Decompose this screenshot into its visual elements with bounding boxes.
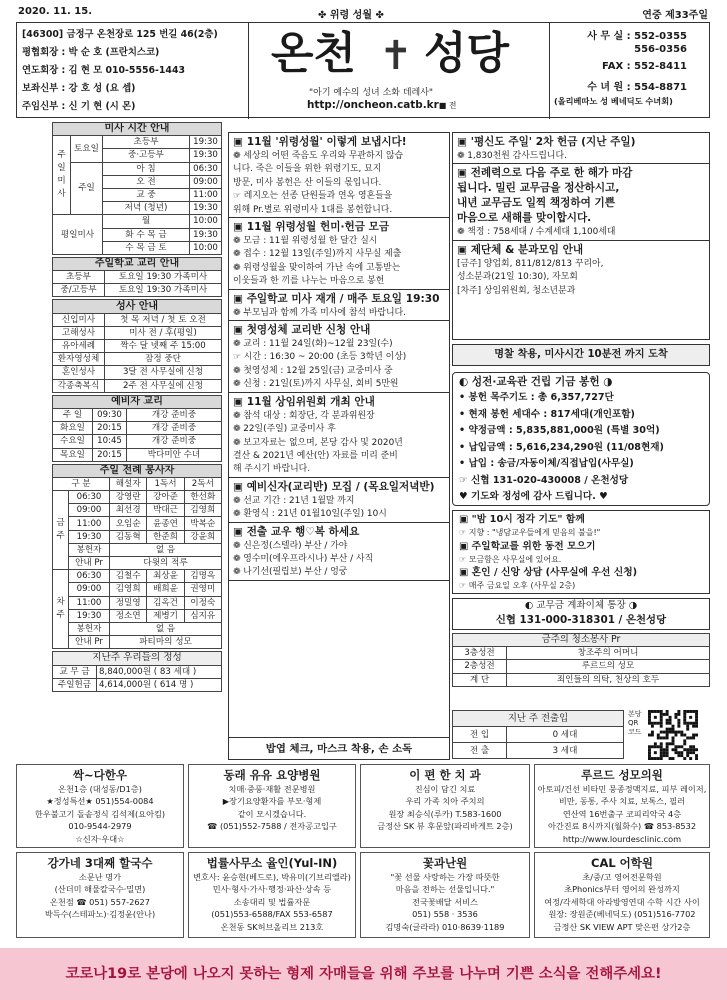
- notice-title: ▣ '평신도 주일' 2차 헌금 (지난 주일): [457, 136, 636, 148]
- servers-cell: 안내 Pr: [69, 636, 110, 649]
- servers-week-label: 차 주: [53, 570, 69, 649]
- hygiene-note: 밥엽 체크, 마스크 착용, 손 소독: [229, 737, 449, 759]
- sacrament-cell: 짝수 달 넷째 주 15:00: [105, 340, 222, 353]
- ad-line: 김명숙(글라라) 010·8639·1189: [385, 921, 505, 932]
- servers-cell: 김동혁: [110, 530, 147, 543]
- notice-title: ▣ 11월 상임위원회 개최 안내: [233, 395, 375, 408]
- servers-cell: 한선화: [184, 491, 221, 504]
- info-line: 평협회장 : 박 순 호 (프란치스코): [22, 47, 160, 58]
- ad-title: 이 편 한 치 과: [409, 768, 481, 782]
- finance-title: 지난주 우리들의 정성: [53, 652, 222, 665]
- mass-name: 화 수 목 금: [103, 228, 190, 241]
- ad-line: 051) 558 · 3536: [412, 909, 478, 920]
- servers-cell: 배희윤: [147, 583, 184, 596]
- ad-line: 원장: 장원준(베네딕도) (051)516-7702: [548, 909, 696, 920]
- sacrament-cell: 신입미사: [53, 313, 105, 326]
- catechism-cell: 개강 준비중: [127, 435, 222, 448]
- info-line: [46300] 금정구 온천장로 125 번길 46(2층): [22, 29, 218, 40]
- notice-article: [453, 241, 709, 298]
- banner-text: 코로나19로 본당에 나오지 못하는 형제 자매들을 위해 주보를 나누며 기쁜 소식을 전해주세요!: [65, 966, 662, 982]
- building-title: ◐ 성전·교육관 건립 기금 봉헌 ◑: [459, 376, 613, 388]
- ad-line: 아토피/건선 비타민 뭉종정맥지료, 피부 레이저,: [537, 784, 707, 794]
- cleaning-cell: 계 단: [453, 673, 507, 686]
- advertisement[interactable]: [16, 852, 184, 938]
- servers-head: 구 분: [53, 477, 110, 490]
- servers-cell: 11:00: [69, 596, 110, 609]
- ad-title: CAL 어학원: [591, 856, 653, 870]
- mass-time: 10:00: [190, 215, 222, 228]
- contact-convent: 수 녀 원 : 554-8871: [587, 82, 687, 93]
- account-title: ◐ 교무금 계좌이체 통장 ◑: [524, 600, 638, 611]
- mass-sub: 주일: [71, 162, 103, 215]
- notice-title: ▣ 주일학교 미사 재개 / 매주 토요일 19:30: [233, 292, 440, 305]
- mass-name: 수 목 금 토: [103, 241, 190, 254]
- catechism-cell: 박다미안 수녀: [127, 448, 222, 461]
- servers-head: 2독서: [184, 477, 221, 490]
- ad-line: 박득수(스테파노)·김정윤(안나): [44, 909, 156, 920]
- catechism-cell: 주 일: [53, 408, 93, 421]
- ad-line: http://www.lourdesclinic.com: [562, 833, 682, 844]
- catechism-cell: 화요일: [53, 422, 93, 435]
- notice-article: [229, 478, 449, 523]
- catechism-table: [52, 395, 222, 462]
- ad-line: 우리 가족 치아 주치의: [405, 796, 485, 807]
- finance-cell: 교 무 금: [53, 665, 97, 678]
- notice-title: ▣ 전례력으로 다음 주로 한 해가 마감: [457, 167, 633, 180]
- event-line: ▣ "밤 10시 정각 기도" 함께: [459, 514, 585, 525]
- bottom-banner: [0, 948, 727, 1000]
- mass-name: 오 전: [103, 175, 190, 188]
- notice-line: 성소분과(21일 10:30), 자모회: [457, 272, 578, 283]
- servers-cell: 정소연: [110, 609, 147, 622]
- servers-cell: 한준희: [147, 530, 184, 543]
- ad-title: 루르드 성모의원: [581, 768, 663, 782]
- sacrament-cell: 환자영성체: [53, 353, 105, 366]
- advertisement[interactable]: [16, 764, 184, 848]
- building-line: • 봉헌 목주기도 : 총 6,357,727단: [459, 392, 614, 403]
- ad-line: 010-9544-2979: [68, 821, 132, 832]
- finance-cell: 8,840,000원 ( 83 세대 ): [97, 665, 222, 678]
- school-title: 주일학교 교리 안내: [53, 257, 222, 270]
- servers-cell: 김영희: [110, 583, 147, 596]
- ad-title: 강가네 3대째 할국수: [47, 856, 153, 870]
- motto: "아기 예수의 성녀 소화 데레사": [309, 88, 434, 98]
- ad-line: 온천동 SK허브올리브 213호: [220, 921, 324, 932]
- cleaning-title: 금주의 청소봉사 Pr: [453, 634, 710, 647]
- ad-line: 원장 최승식(루카) T.583-1600: [388, 808, 502, 819]
- parish-info: [17, 23, 249, 119]
- notice-title: ▣ 첫영성체 교리반 신청 안내: [233, 324, 371, 337]
- catechism-cell: 09:30: [93, 408, 127, 421]
- servers-cell: 권영미: [184, 583, 221, 596]
- building-line: • 현재 봉헌 세대수 : 817세대(개인포함): [459, 408, 635, 420]
- event-line: ☞ 매주 금요일 오후 (사무실 2층): [459, 581, 576, 590]
- mass-schedule-table: [52, 122, 222, 255]
- top-line: [18, 6, 708, 20]
- notice-article: [453, 133, 709, 164]
- ad-line: 소송대리 및 법률자문: [233, 896, 311, 907]
- finance-cell: 주일헌금: [53, 678, 97, 691]
- mass-name: 저녁 (청년): [103, 202, 190, 215]
- ad-line: 금정산 SK VIEW APT 맞은편 상가2층: [553, 921, 691, 932]
- middle-column: [228, 132, 450, 760]
- ad-title: 법률사무소 율인(Yul-IN): [206, 856, 338, 870]
- building-line: • 약정금액 : 5,835,881,000원 (특별 30억): [459, 425, 660, 436]
- info-line: 주임신부 : 신 기 현 (시 몬): [22, 101, 136, 112]
- notice-line: 마음으로 새해를 맞이합시다.: [457, 212, 592, 225]
- notice-line: 위해 Pr.별로 위령미사 1대를 봉헌합니다.: [233, 204, 393, 215]
- catechism-cell: 개강 준비중: [127, 408, 222, 421]
- notice-article: [229, 290, 449, 321]
- notice-line: ❁ 선교 기간 : 21년 1월말 까지: [233, 495, 355, 506]
- mass-time: 19:30: [190, 202, 222, 215]
- notice-article: [229, 393, 449, 478]
- servers-cell: 김영희: [184, 504, 221, 517]
- catechism-cell: 개강 준비중: [127, 422, 222, 435]
- ad-line: 연산역 16번출구 코피리악국 4층: [562, 808, 682, 819]
- servers-head: 해설자: [110, 477, 147, 490]
- servers-week-label: 금 주: [53, 491, 69, 570]
- ad-line: ☎ (051)552-7588 / 전자공고입구: [207, 821, 337, 832]
- cleaning-cell: 창조주의 어머니: [507, 647, 710, 660]
- sacrament-cell: 3달 전 사무실에 신청: [105, 366, 222, 379]
- title-block: [249, 23, 549, 119]
- notice-line: ❁ 접수 : 12월 13일(주일)까지 사무실 제출: [233, 249, 402, 260]
- servers-cell: 김옥건: [147, 596, 184, 609]
- ad-line: (산더미 해물칼국수·밀면): [54, 884, 146, 895]
- ad-line: 초Phonics부터 영어의 완성까지: [564, 884, 680, 895]
- sacrament-cell: 첫 목 저녁 / 첫 토 오전: [105, 313, 222, 326]
- notice-line: ❁ 부모님과 함께 가족 미사에 참석 바랍니다.: [233, 307, 406, 318]
- notice-line: ❁ 책정 : 758세대 / 수계세대 1,100세대: [457, 227, 616, 238]
- servers-cell: 06:30: [69, 491, 110, 504]
- contact-fax: FAX : 552-8411: [602, 61, 687, 72]
- notice-title: ▣ 전출 교우 행♡복 하세요: [233, 525, 360, 538]
- notice-line: [금주] 양업회, 811/812/813 꾸리아,: [457, 258, 604, 269]
- servers-cell: 이정숙: [184, 596, 221, 609]
- transfer-cell: 전 입: [453, 727, 507, 743]
- notice-title: ▣ 11월 위령성월 헌미·헌금 모금: [233, 221, 390, 234]
- transfer-cell: 0 세대: [507, 727, 624, 743]
- notice-article: [229, 218, 449, 290]
- servers-cell: 09:00: [69, 583, 110, 596]
- event-line: ☞ 모금함은 사무실에 있어요.: [459, 554, 562, 564]
- building-line: ☞ 신협 131-020-430008 / 온천성당: [459, 474, 629, 486]
- mass-name: 교 중: [103, 188, 190, 201]
- sacrament-cell: 혼인성사: [53, 366, 105, 379]
- mass-time: 09:00: [190, 175, 222, 188]
- mass-name: 초등부: [103, 136, 190, 149]
- servers-cell: 김철수: [110, 570, 147, 583]
- ad-line: 한우불고기 돌솥정식 김석제(요아킴): [34, 808, 166, 819]
- notice-line: 내년 교무금도 일찍 책정하여 기쁜: [457, 197, 616, 210]
- transfer-cell: 3 세대: [507, 743, 624, 759]
- ad-line: 치매·중풍·재활 전문병원: [228, 784, 316, 794]
- website-link[interactable]: [307, 99, 457, 111]
- ad-line: 민사·형사·가사·행정·파산·상속 등: [212, 884, 332, 895]
- contact-office: 사 무 실 : 552-0355: [587, 31, 687, 42]
- ad-line: 전국꽃배달 서비스: [412, 896, 478, 907]
- contacts: [549, 23, 711, 119]
- servers-cell: 봉헌자: [69, 543, 110, 556]
- servers-cell: 오임순: [110, 517, 147, 530]
- notice-article: [453, 164, 709, 240]
- event-line: ▣ 혼인 / 신앙 상담 (사무실에 우선 신청): [459, 567, 638, 578]
- cleaning-cell: 2층성전: [453, 660, 507, 673]
- sacrament-cell: 고해성사: [53, 326, 105, 339]
- qr-code-icon[interactable]: [648, 710, 700, 760]
- mass-time: 19:30: [190, 136, 222, 149]
- sacrament-cell: 2주 전 사무실에 신청: [105, 379, 222, 392]
- building-line: • 납입금액 : 5,616,234,290원 (11/08현재): [459, 441, 664, 453]
- servers-cell: 김명옥: [184, 570, 221, 583]
- notice-title: ▣ 예비신자(교리반) 모집 / (목요일저녁반): [233, 480, 435, 493]
- transfer-title: 지난 주 전출입: [453, 711, 624, 727]
- cleaning-cell: 3층성전: [453, 647, 507, 660]
- advertisement[interactable]: [188, 852, 356, 938]
- season-label: ✤ 위령 성월 ✤: [318, 10, 384, 21]
- notice-line: ❁ 모금 : 11월 위령성월 한 달간 실시: [233, 236, 378, 247]
- sunday-label: 연중 제33주일: [642, 10, 708, 21]
- transfer-table: [452, 710, 624, 759]
- finance-cell: 4,614,000원 ( 614 명 ): [97, 678, 222, 691]
- catechism-cell: 20:15: [93, 448, 127, 461]
- servers-cell: 다윗의 적루: [110, 557, 222, 570]
- account-box: [452, 598, 710, 630]
- notice-line: ❁ 1,830천원 감사드립니다.: [457, 151, 567, 161]
- school-cell: 토요일 19:30 가족미사: [105, 271, 222, 284]
- ad-line: 비만, 동통, 주사 치료, 보톡스, 필러: [558, 796, 686, 807]
- notice-article: [229, 133, 449, 218]
- ads-area: [16, 764, 710, 938]
- ad-line: 마음을 전하는 선물입니다.": [395, 884, 495, 895]
- notice-line: ❁ 나기선(필립보) 부산 / 엉궁: [233, 567, 348, 578]
- notice-line: ❁ 세상의 어떤 죽음도 우리와 무관하지 않습: [233, 151, 404, 161]
- mass-name: 월: [103, 215, 190, 228]
- ad-line: ★정성특선★ 051)554-0084: [46, 796, 154, 807]
- advertisement[interactable]: [360, 764, 530, 848]
- qr-label: 본당 QR 코드: [628, 710, 642, 736]
- cleaning-cell: 죄인들의 의탁, 천상의 호두: [507, 673, 710, 686]
- ad-line: 아간진료 8시까지(월화수) ☎ 853-8532: [547, 821, 697, 832]
- left-column: [52, 122, 222, 692]
- notice-line: 니다. 죽은 이들을 위한 위령기도, 묘지: [233, 164, 382, 175]
- ad-line: 온천점 ☎ 051) 557-2627: [50, 896, 150, 907]
- sacrament-title: 성사 안내: [53, 300, 222, 313]
- ad-title: 싹~다한우: [72, 768, 128, 782]
- sacrament-cell: 미사 전 / 후(평일): [105, 326, 222, 339]
- sacrament-table: [52, 299, 222, 392]
- mass-time: 10:00: [190, 241, 222, 254]
- arrival-notice: 명찰 착용, 미사시간 10분전 까지 도착: [452, 344, 710, 366]
- building-line: ♥ 기도와 정성에 감사 드립니다. ♥: [459, 491, 608, 502]
- servers-cell: 06:30: [69, 570, 110, 583]
- contact-order: (올리베따노 성 베네딕도 수녀회): [554, 96, 673, 106]
- mass-time: 11:00: [190, 188, 222, 201]
- servers-cell: 심지유: [184, 609, 221, 622]
- event-line: ▣ 주일학교를 위한 동전 모으기: [459, 540, 596, 552]
- website-suffix: ■ 전: [438, 101, 457, 110]
- servers-cell: 강영란: [110, 491, 147, 504]
- servers-cell: 강윤희: [184, 530, 221, 543]
- ad-line: 진심이 담긴 치료: [414, 784, 476, 794]
- cross-icon: ✝: [379, 33, 413, 79]
- notice-line: ☞ 시간 : 16:30 ~ 20:00 (초등 3학년 이상): [233, 352, 407, 363]
- ad-line: 초/중/고 영어전문학원: [582, 872, 662, 882]
- catechism-cell: 20:15: [93, 422, 127, 435]
- event-line: ☞ 지향 : "냉담교우들에게 믿음의 불을!": [459, 528, 601, 537]
- servers-cell: 없 음: [110, 622, 222, 635]
- info-line: 연도회장 : 김 현 모 010-5556-1443: [22, 65, 185, 76]
- notice-title: ▣ 제단체 & 분과모임 안내: [457, 243, 584, 256]
- notice-line: 결산 & 2021년 예산(안) 자료를 미리 준비: [233, 450, 398, 461]
- servers-cell: 최선경: [110, 504, 147, 517]
- ad-title: 꽃과난원: [422, 856, 468, 870]
- mass-group: 평일미사: [53, 215, 103, 255]
- servers-cell: 11:00: [69, 517, 110, 530]
- school-cell: 초등부: [53, 271, 105, 284]
- school-cell: 토요일 19:30 가족미사: [105, 284, 222, 297]
- cleaning-table: [452, 633, 710, 687]
- notice-line: ❁ 보고자료는 없으며, 본당 감사 및 2020년: [233, 437, 403, 448]
- advertisement[interactable]: [360, 852, 530, 938]
- notice-line: ❁ 첫영성체 : 12월 25일(금) 교중미사 중: [233, 365, 393, 376]
- notice-line: ❁ 영수미(에우프라시나) 부산 / 사직: [233, 553, 374, 564]
- servers-cell: 19:30: [69, 530, 110, 543]
- ad-line: 변호사: 윤승현(베드로), 박유미(기브리엘라): [193, 872, 351, 882]
- ad-line: 온천1층 (대성동/D1층): [58, 784, 142, 794]
- account-number: 신협 131-000-318301 / 온천성당: [495, 614, 667, 626]
- finance-table: [52, 651, 222, 692]
- ad-title: 동래 유유 요양병원: [223, 768, 321, 782]
- right-articles: [452, 132, 710, 340]
- mass-time: 19:30: [190, 228, 222, 241]
- building-line: • 납입 : 송금/자동이체/직접납입(사무실): [459, 458, 634, 469]
- servers-cell: 19:30: [69, 609, 110, 622]
- ad-line: 금정산 SK 뷰 후문앞(파리바게트 2층): [377, 821, 513, 832]
- notice-line: ❁ 22일(주일) 교중미사 후: [233, 424, 336, 435]
- mass-time: 19:30: [190, 149, 222, 162]
- notice-line: 해 주시기 바랍니다.: [233, 464, 311, 475]
- mass-time: 06:30: [190, 162, 222, 175]
- catechism-cell: 목요일: [53, 448, 93, 461]
- title-right: 성당: [424, 28, 510, 79]
- notice-line: ❁ 참석 대상 : 회장단, 각 분과위원장: [233, 410, 375, 421]
- ad-line: 소문난 명가: [78, 872, 122, 882]
- mass-name: 아 침: [103, 162, 190, 175]
- contact-office2: 556-0356: [634, 44, 687, 55]
- servers-cell: 09:00: [69, 504, 110, 517]
- servers-cell: 최상윤: [147, 570, 184, 583]
- info-line: 보좌신부 : 강 호 성 (요 셉): [22, 83, 136, 94]
- notice-article: [229, 321, 449, 393]
- transfer-cell: 전 출: [453, 743, 507, 759]
- building-fund: [452, 372, 710, 506]
- servers-cell: 정밀영: [110, 596, 147, 609]
- servers-cell: 파티마의 성모: [110, 636, 222, 649]
- servers-cell: 제병기: [147, 609, 184, 622]
- ad-line: 같이 모시겠습니다.: [237, 808, 307, 819]
- servers-cell: 없 음: [110, 543, 222, 556]
- servers-cell: 봉헌자: [69, 622, 110, 635]
- servers-head: 1독서: [147, 477, 184, 490]
- catechism-title: 예비자 교리: [53, 395, 222, 408]
- notice-line: ❁ 신은정(스텔라) 부산 / 가야: [233, 540, 348, 551]
- sacrament-cell: 각종축복식: [53, 379, 105, 392]
- notice-line: 이웃들과 한 끼를 나누는 마음으로 봉헌: [233, 276, 385, 287]
- mass-title: 미사 시간 안내: [53, 123, 222, 136]
- notice-title: ▣ 11월 '위령성월' 이렇게 보냅시다!: [233, 136, 407, 148]
- advertisement[interactable]: [534, 852, 710, 938]
- sacrament-cell: 유아세례: [53, 340, 105, 353]
- notice-line: ❁ 신청 : 21일(토)까지 사무실, 회비 5만원: [233, 379, 399, 390]
- catechism-cell: 10:45: [93, 435, 127, 448]
- ad-line: ☆신자·우대☆: [75, 833, 125, 844]
- servers-cell: 강아준: [147, 491, 184, 504]
- servers-table: [52, 464, 222, 650]
- servers-cell: 박대근: [147, 504, 184, 517]
- issue-date: 2020. 11. 15.: [18, 6, 93, 17]
- ad-line: 여정/각세학대 아라방영연대 수학 시간 사이: [544, 896, 700, 907]
- title-left: 온천: [271, 28, 357, 79]
- website-url[interactable]: http://oncheon.catb.kr: [307, 99, 439, 111]
- ad-line: (051)553-6588/FAX 553-6587: [211, 909, 333, 920]
- right-column: [452, 132, 710, 760]
- events-box: [452, 510, 710, 594]
- catechism-cell: 수요일: [53, 435, 93, 448]
- servers-cell: 윤종연: [147, 517, 184, 530]
- notice-line: ❁ 교리 : 11월 24일(화)~12월 23일(수): [233, 339, 393, 350]
- notice-line: 방문, 미사 봉헌은 산 이들의 몫입니다.: [233, 177, 382, 188]
- notice-line: ☞ 레지오는 선종 단원들과 연옥 영혼들을: [233, 191, 393, 202]
- notice-line: ❁ 환영식 : 21년 01월10일(주일) 10시: [233, 509, 387, 520]
- mass-sub: 토요일: [71, 136, 103, 162]
- ad-line: ▶장기요양환자를 부모·형제: [222, 796, 322, 807]
- servers-cell: 안내 Pr: [69, 557, 110, 570]
- notice-line: [차주] 상임위원회, 청소년분과: [457, 285, 576, 296]
- notice-article: [229, 523, 449, 581]
- cleaning-cell: 루르드의 성모: [507, 660, 710, 673]
- servers-title: 주일 전례 봉사자: [53, 464, 222, 477]
- mass-group: 주일미사: [53, 136, 71, 215]
- notice-line: 됩니다. 밀린 교무금을 정산하시고,: [457, 182, 620, 195]
- school-table: [52, 257, 222, 298]
- advertisement[interactable]: [534, 764, 710, 848]
- transfer-block: [452, 710, 710, 760]
- mass-name: 중·고등부: [103, 149, 190, 162]
- school-cell: 중/고등부: [53, 284, 105, 297]
- servers-cell: 박복순: [184, 517, 221, 530]
- sacrament-cell: 잠정 중단: [105, 353, 222, 366]
- ad-line: "꽃 선물 사랑하는 가장 따뜻한: [390, 872, 500, 882]
- header: [16, 22, 710, 118]
- advertisement[interactable]: [188, 764, 356, 848]
- notice-line: ❁ 위령성월을 맞이하여 가난 속에 고통받는: [233, 262, 401, 273]
